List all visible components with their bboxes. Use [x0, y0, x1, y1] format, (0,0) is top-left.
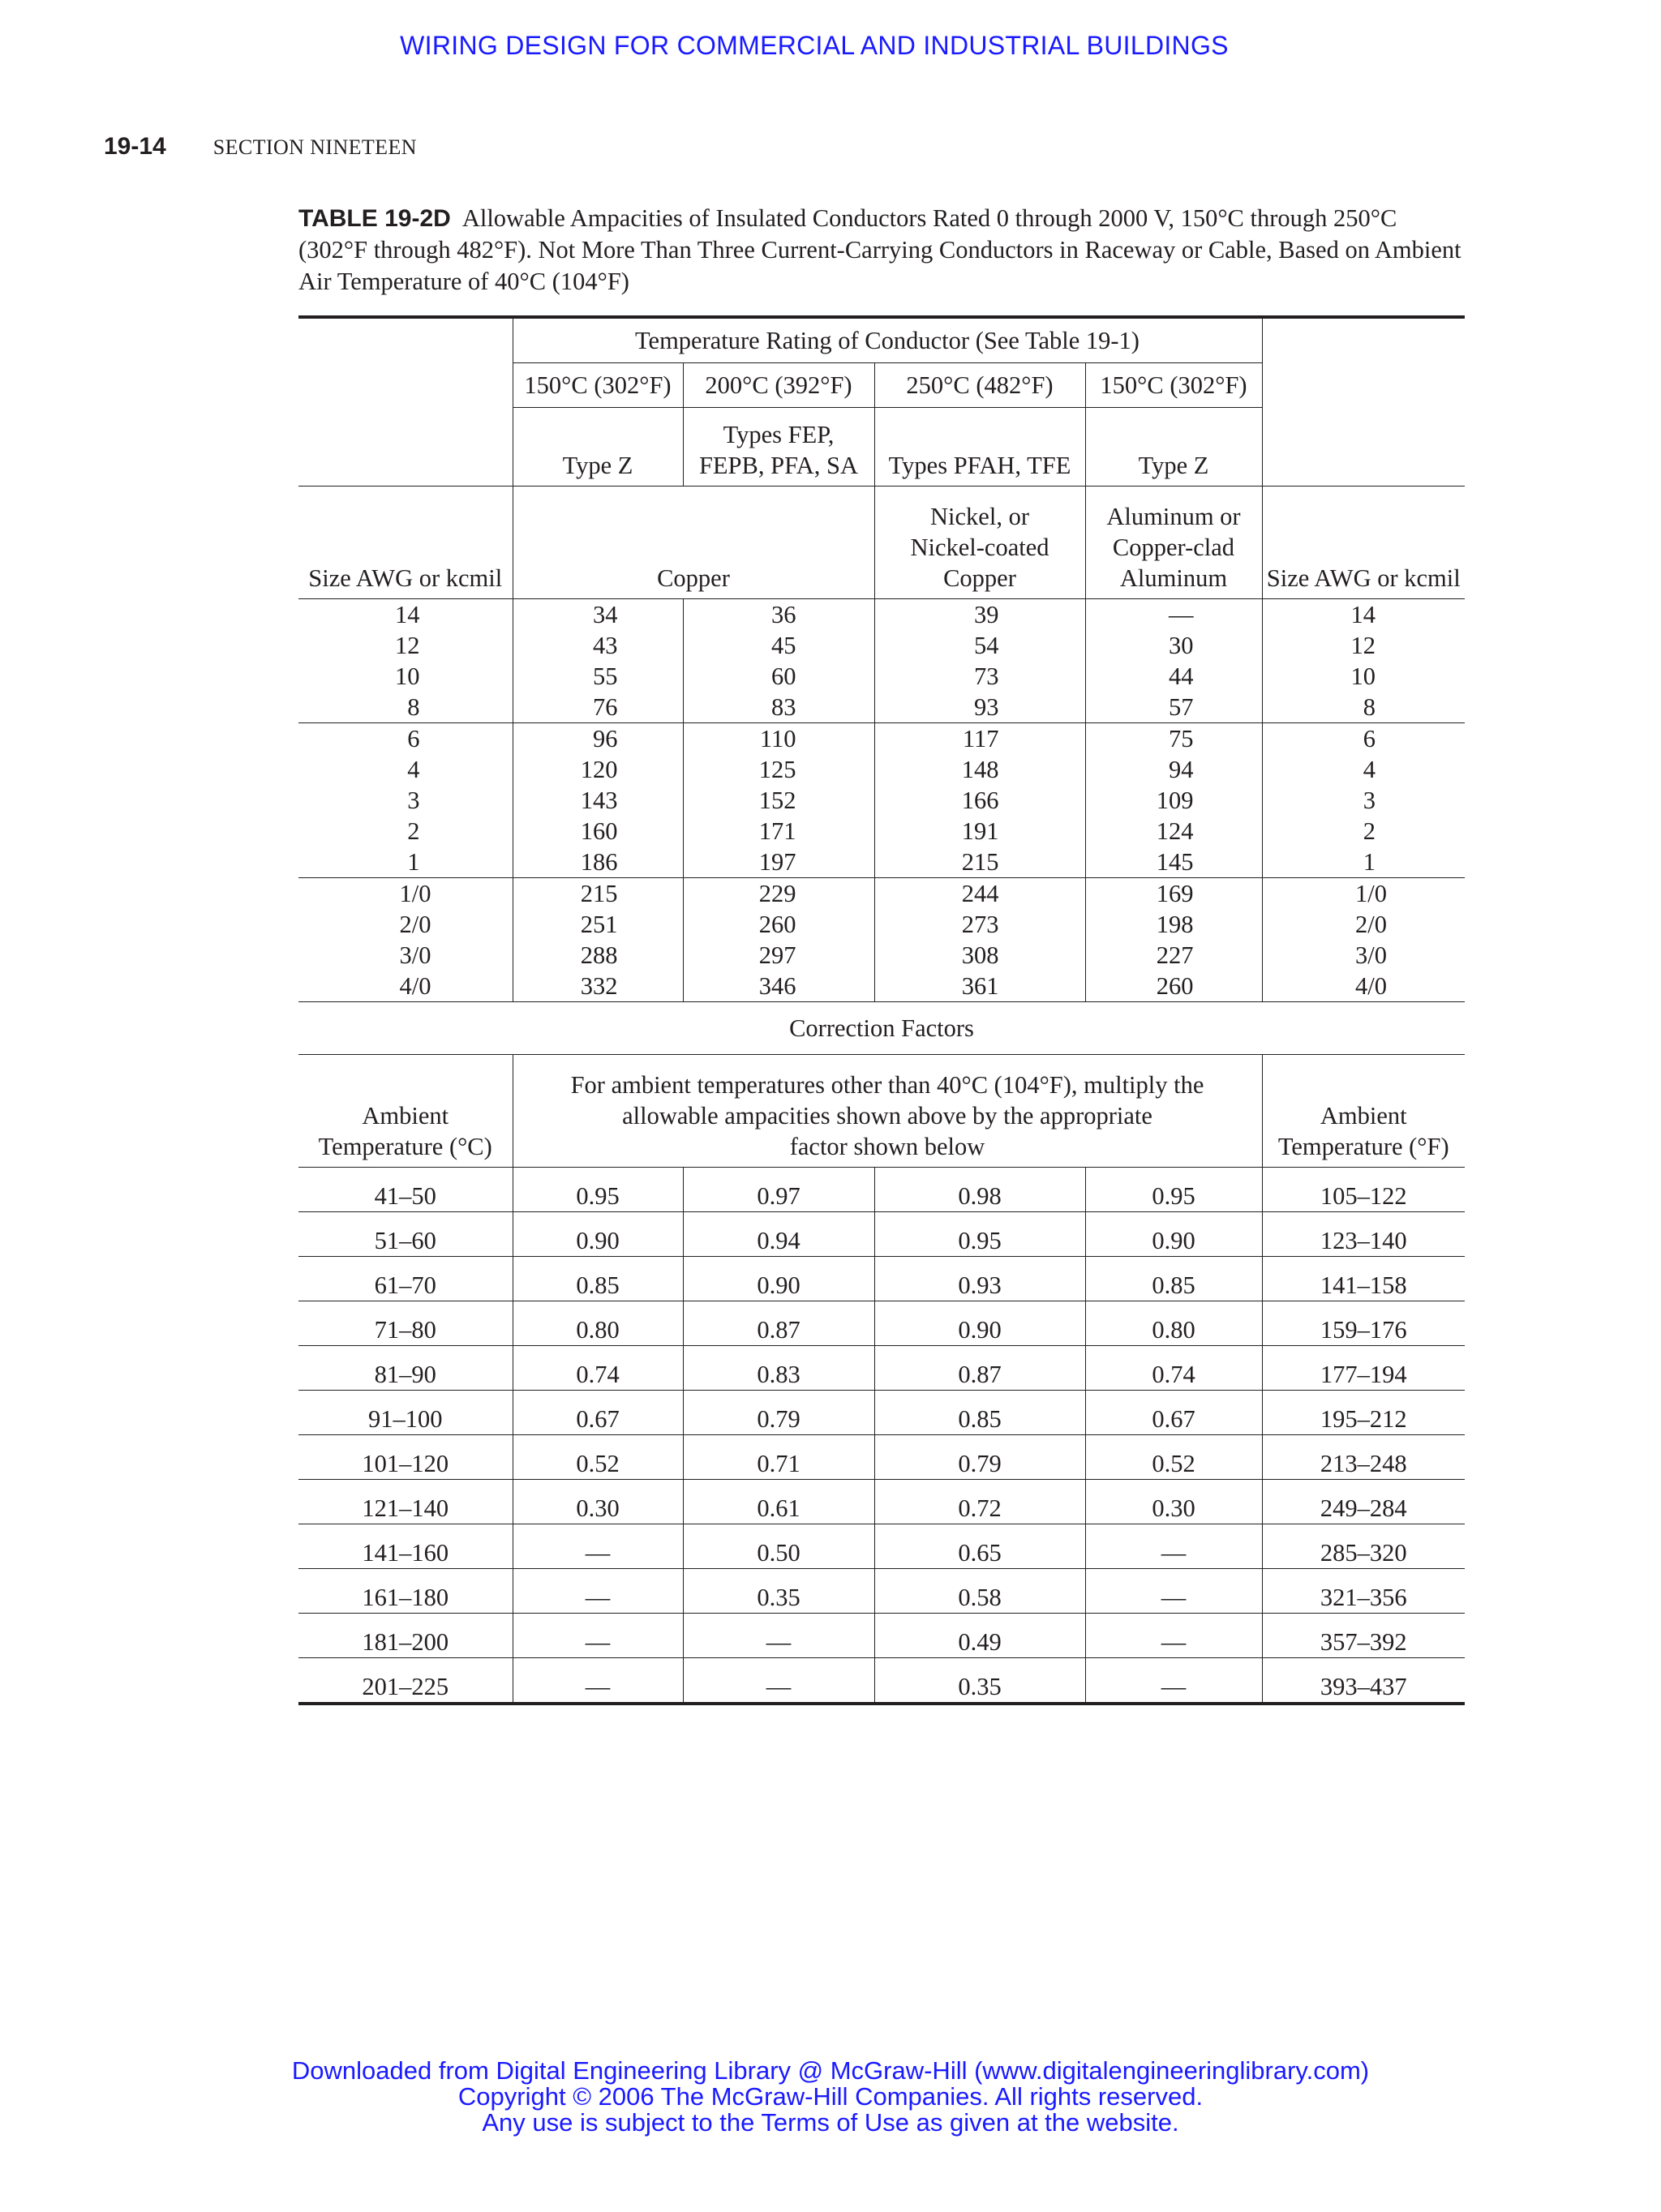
correction-row [298, 1435, 1465, 1480]
rating-col-1: 150°C (302°F) [513, 363, 683, 408]
factor-cell: 0.80 [1085, 1301, 1262, 1346]
correction-row [298, 1212, 1465, 1257]
size-header-right: Size AWG or kcmil [1262, 487, 1465, 599]
factor-cell: 0.85 [1085, 1257, 1262, 1301]
ambient-f-cell: 249–284 [1262, 1480, 1465, 1524]
ambient-f-cell: 195–212 [1262, 1391, 1465, 1435]
ampacity-cell: 96 120 143 160 186 [513, 723, 683, 878]
ampacity-cell: — 30 44 57 [1085, 599, 1262, 723]
ambient-f-cell: 285–320 [1262, 1524, 1465, 1569]
factor-cell: 0.67 [513, 1391, 683, 1435]
table-caption-text: Allowable Ampacities of Insulated Conductors Rated 0 through 2000 V, 150°C through 250°C (302°F through 482°F). Not More Than Three Current-Carrying Conductors in Raceway or Cable, Based on Ambient Air Temperature of 40°C (104°F) [298, 204, 1461, 295]
ampacity-cell: 34 43 55 76 [513, 599, 683, 723]
ambient-c-cell: 41–50 [298, 1168, 513, 1212]
correction-row [298, 1301, 1465, 1346]
factor-cell: 0.95 [874, 1212, 1085, 1257]
ambient-c-cell: 71–80 [298, 1301, 513, 1346]
type-col-3: Types PFAH, TFE [874, 408, 1085, 487]
aluminum-header: Aluminum or Copper-clad Aluminum [1085, 487, 1262, 599]
correction-row [298, 1524, 1465, 1569]
page-number: 19-14 [104, 133, 166, 160]
ampacity-cell: 117 148 166 191 215 [874, 723, 1085, 878]
factor-cell: 0.71 [683, 1435, 874, 1480]
ampacity-cell: 169 198 227 260 [1085, 878, 1262, 1002]
correction-row [298, 1480, 1465, 1524]
table-row [298, 599, 1465, 723]
factor-cell: — [1085, 1614, 1262, 1658]
rating-col-3: 250°C (482°F) [874, 363, 1085, 408]
factor-cell: 0.85 [874, 1391, 1085, 1435]
ambient-f-cell: 321–356 [1262, 1569, 1465, 1614]
correction-row [298, 1658, 1465, 1704]
factor-cell: 0.30 [1085, 1480, 1262, 1524]
temp-rating-header: Temperature Rating of Conductor (See Table 19-1) [513, 317, 1262, 363]
ampacity-cell: 39 54 73 93 [874, 599, 1085, 723]
table-row [298, 878, 1465, 1002]
ambient-c-cell: 181–200 [298, 1614, 513, 1658]
factor-cell: 0.61 [683, 1480, 874, 1524]
size-cell: 14 12 10 8 [1262, 599, 1465, 723]
size-header-left: Size AWG or kcmil [298, 487, 513, 599]
ampacity-cell: 229 260 297 346 [683, 878, 874, 1002]
factor-cell: 0.85 [513, 1257, 683, 1301]
correction-row [298, 1569, 1465, 1614]
footer-line-2: Copyright © 2006 The McGraw-Hill Companies. All rights reserved. [457, 2082, 1204, 2111]
factor-cell: 0.90 [683, 1257, 874, 1301]
ambient-c-cell: 121–140 [298, 1480, 513, 1524]
ambient-f-cell: 105–122 [1262, 1168, 1465, 1212]
correction-row [298, 1346, 1465, 1391]
correction-note: For ambient temperatures other than 40°C (104°F), multiply the allowable ampacities shown above by the appropriate factor shown below [513, 1055, 1262, 1168]
download-footer [0, 2058, 1661, 2136]
factor-cell: 0.52 [513, 1435, 683, 1480]
ampacity-cell: 215 251 288 332 [513, 878, 683, 1002]
ambient-f-cell: 177–194 [1262, 1346, 1465, 1391]
factor-cell: 0.35 [874, 1658, 1085, 1704]
ambient-f-cell: 141–158 [1262, 1257, 1465, 1301]
footer-line-1: Downloaded from Digital Engineering Library @ McGraw-Hill (www.digitalengineeringlibrary.com) [291, 2056, 1370, 2085]
factor-cell: — [683, 1614, 874, 1658]
factor-cell: — [513, 1569, 683, 1614]
factor-cell: — [1085, 1658, 1262, 1704]
ambient-c-cell: 201–225 [362, 1673, 449, 1700]
correction-factors-title: Correction Factors [298, 1002, 1465, 1055]
copper-header: Copper [513, 487, 874, 599]
type-col-2: Types FEP, FEPB, PFA, SA [683, 408, 874, 487]
correction-row [298, 1614, 1465, 1658]
factor-cell: 0.67 [1085, 1391, 1262, 1435]
rating-col-4: 150°C (302°F) [1085, 363, 1262, 408]
factor-cell: 0.93 [874, 1257, 1085, 1301]
factor-cell: 0.90 [874, 1301, 1085, 1346]
factor-cell: 0.98 [874, 1168, 1085, 1212]
ambient-f-cell: 393–437 [1262, 1658, 1465, 1704]
section-title: SECTION NINETEEN [212, 135, 417, 159]
ambient-f-cell: 357–392 [1262, 1614, 1465, 1658]
factor-cell: 0.74 [513, 1346, 683, 1391]
factor-cell: 0.90 [513, 1212, 683, 1257]
ambient-f-cell: 213–248 [1262, 1435, 1465, 1480]
table-caption [298, 203, 1466, 298]
factor-cell: 0.95 [513, 1168, 683, 1212]
factor-cell: 0.35 [683, 1569, 874, 1614]
factor-cell: 0.58 [874, 1569, 1085, 1614]
factor-cell: 0.87 [874, 1346, 1085, 1391]
ambient-f-header: Ambient Temperature (°F) [1262, 1055, 1465, 1168]
factor-cell: 0.90 [1085, 1212, 1262, 1257]
table-row [298, 723, 1465, 878]
table-label: TABLE 19-2D [298, 205, 451, 232]
ambient-c-cell: 161–180 [298, 1569, 513, 1614]
ambient-f-cell: 123–140 [1262, 1212, 1465, 1257]
ampacity-table [298, 315, 1465, 1705]
correction-row [298, 1257, 1465, 1301]
ambient-f-cell: 159–176 [1262, 1301, 1465, 1346]
ampacity-cell: 244 273 308 361 [874, 878, 1085, 1002]
factor-cell: 0.50 [683, 1524, 874, 1569]
running-head [104, 133, 417, 165]
factor-cell: 0.30 [513, 1480, 683, 1524]
factor-cell: 0.49 [874, 1614, 1085, 1658]
correction-row [298, 1391, 1465, 1435]
factor-cell: 0.74 [1085, 1346, 1262, 1391]
ampacity-cell: 110 125 152 171 197 [683, 723, 874, 878]
factor-cell: — [1085, 1524, 1262, 1569]
factor-cell: 0.72 [874, 1480, 1085, 1524]
factor-cell: — [1085, 1569, 1262, 1614]
nickel-header: Nickel, or Nickel-coated Copper [874, 487, 1085, 599]
correction-row [298, 1168, 1465, 1212]
ampacity-cell: 75 94 109 124 145 [1085, 723, 1262, 878]
ambient-c-cell: 141–160 [298, 1524, 513, 1569]
size-cell: 6 4 3 2 1 [298, 723, 513, 878]
footer-line-3: Any use is subject to the Terms of Use as given at the website. [482, 2108, 1179, 2137]
size-cell: 14 12 10 8 [298, 599, 513, 723]
size-cell: 1/0 2/0 3/0 4/0 [1262, 878, 1465, 1002]
size-cell: 1/0 2/0 3/0 4/0 [298, 878, 513, 1002]
page-banner: WIRING DESIGN FOR COMMERCIAL AND INDUSTRIAL BUILDINGS [400, 31, 1229, 60]
ampacity-cell: 36 45 60 83 [683, 599, 874, 723]
factor-cell: 0.95 [1085, 1168, 1262, 1212]
factor-cell: 0.97 [683, 1168, 874, 1212]
ambient-c-cell: 101–120 [298, 1435, 513, 1480]
rating-col-2: 200°C (392°F) [683, 363, 874, 408]
ambient-c-cell: 61–70 [298, 1257, 513, 1301]
factor-cell: 0.52 [1085, 1435, 1262, 1480]
size-cell: 6 4 3 2 1 [1262, 723, 1465, 878]
type-col-1: Type Z [513, 408, 683, 487]
factor-cell: 0.94 [683, 1212, 874, 1257]
factor-cell: 0.80 [513, 1301, 683, 1346]
factor-cell: 0.83 [683, 1346, 874, 1391]
factor-cell: — [513, 1524, 683, 1569]
factor-cell: — [683, 1658, 874, 1704]
factor-cell: — [513, 1658, 683, 1704]
ambient-c-cell: 91–100 [298, 1391, 513, 1435]
factor-cell: 0.65 [874, 1524, 1085, 1569]
ambient-c-cell: 51–60 [298, 1212, 513, 1257]
ambient-c-header: Ambient Temperature (°C) [298, 1055, 513, 1168]
factor-cell: 0.79 [874, 1435, 1085, 1480]
factor-cell: 0.87 [683, 1301, 874, 1346]
type-col-4: Type Z [1085, 408, 1262, 487]
factor-cell: — [513, 1614, 683, 1658]
factor-cell: 0.79 [683, 1391, 874, 1435]
correction-rows [298, 1168, 1465, 1704]
ambient-c-cell: 81–90 [298, 1346, 513, 1391]
